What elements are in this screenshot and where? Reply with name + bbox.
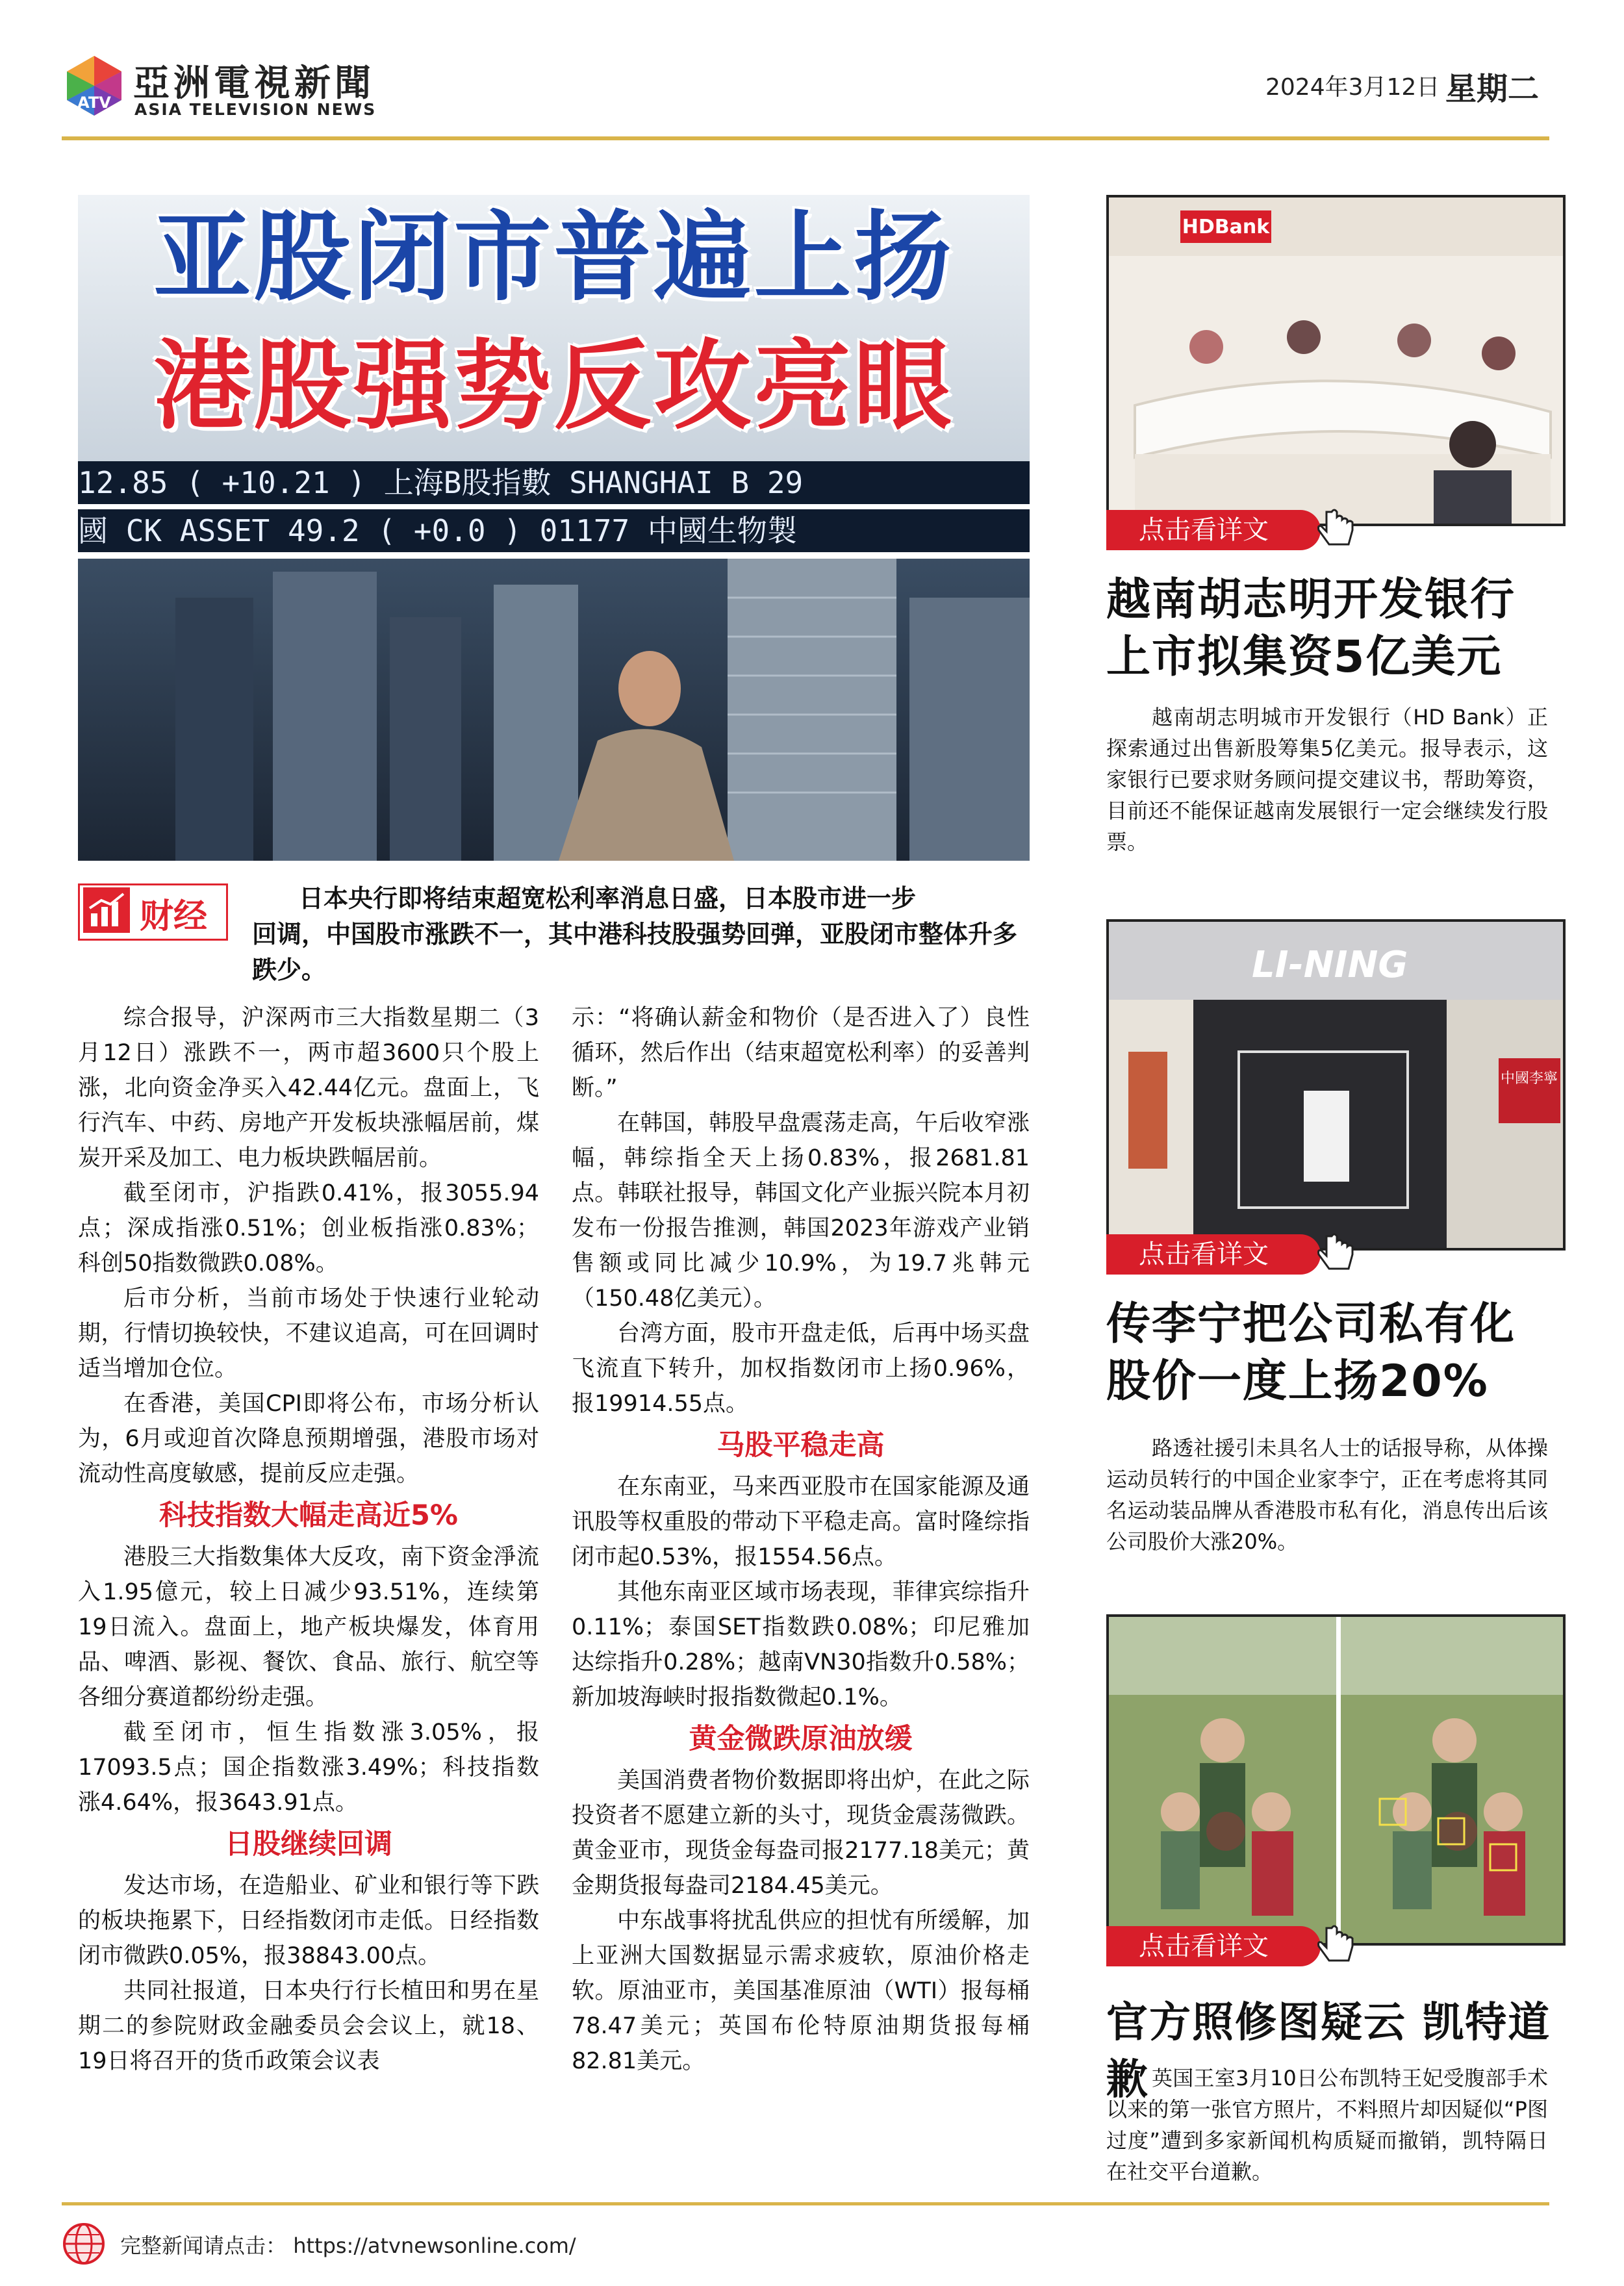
bank-photo <box>1109 197 1566 526</box>
store-sign: LI-NING <box>1252 944 1408 986</box>
read-more-button[interactable]: 点击看详文 <box>1106 1234 1321 1275</box>
paragraph: 在东南亚，马来西亚股市在国家能源及通讯股等权重股的带动下平稳走高。富时隆综指闭市起0.53%，报1554.56点。 <box>572 1474 1030 1570</box>
paragraph: 中东战事将扰乱供应的担忧有所缓解，加上亚洲大国数据显示需求疲软，原油价格走软。原油亚市，美国基准原油（WTI）报每桶78.47美元；英国布伦特原油期货报每桶82.81美元。 <box>572 1908 1030 2074</box>
header-divider <box>62 136 1549 140</box>
story-title-lining-1[interactable]: 传李宁把公司私有化 <box>1106 1299 1516 1350</box>
ticker-line-2: 國 CK ASSET 49.2 ( +0.0 ) 01177 中國生物製 <box>78 509 1030 552</box>
subheading: 黄金微跌原油放缓 <box>689 1723 913 1755</box>
royal-photo <box>1109 1617 1566 1946</box>
issue-weekday: 星期二 <box>1445 71 1540 107</box>
paragraph: 在香港，美国CPI即将公布，市场分析认为，6月或迎首次降息预期增强，港股市场对流动性高度敏感，提前反应走强。 <box>78 1391 539 1487</box>
lead-paragraph: 回调，中国股市涨跌不一，其中港科技股强势回弹，亚股闭市整体升多跌少。 <box>252 920 1018 984</box>
footer-url[interactable]: https://atvnewsonline.com/ <box>293 2233 576 2258</box>
footer-divider <box>62 2202 1549 2205</box>
brand-name-en: ASIA TELEVISION NEWS <box>134 100 377 119</box>
paragraph: 示：“将确认薪金和物价（是否进入了）良性循环，然后作出（结束超宽松利率）的妥善判断。” <box>572 1005 1030 1101</box>
paragraph: 其他东南亚区域市场表现，菲律宾综指升0.11%；泰国SET指数跌0.08%；印尼雅加达综指升0.28%；越南VN30指数升0.58%；新加坡海峡时报指数微起0.1%。 <box>572 1579 1030 1710</box>
issue-date: 2024年3月12日 <box>1265 74 1440 101</box>
logo-text: ATV <box>77 94 111 112</box>
store-cn-sign: 中國李寧 <box>1500 1071 1558 1087</box>
footer-label: 完整新闻请点击： <box>120 2233 287 2258</box>
read-more-button[interactable]: 点击看详文 <box>1106 510 1321 550</box>
headline-line-1: 亚股闭市普遍上扬 <box>153 201 954 314</box>
story-title-lining-2[interactable]: 股价一度上扬20% <box>1106 1356 1489 1407</box>
paragraph: 共同社报道，日本央行行长植田和男在星期二的参院财政金融委员会会议上，就18、19日将召开的货币政策会议表 <box>78 1978 539 2074</box>
story-photo-lining[interactable] <box>1106 919 1566 1251</box>
story-photo-hdbank[interactable] <box>1106 195 1566 526</box>
paragraph: 美国消费者物价数据即将出炉，在此之际投资者不愿建立新的头寸，现货金震荡微跌。黄金亚市，现货金每盎司报2177.18美元；黄金期货报每盎司2184.45美元。 <box>572 1768 1030 1899</box>
ticker-line-1: 12.85 ( +10.21 ) 上海B股指數 SHANGHAI B 29 <box>78 461 1030 504</box>
footer-link[interactable] <box>120 2229 576 2259</box>
paragraph: 台湾方面，股市开盘走低，后再中场买盘飞流直下转升，加权指数闭市上扬0.96%，报19914.55点。 <box>572 1321 1030 1417</box>
story-title-kate[interactable]: 官方照修图疑云 凯特道歉 <box>1106 1999 1551 2104</box>
store-photo <box>1109 922 1566 1251</box>
story-summary-hdbank: 越南胡志明城市开发银行（HD Bank）正探索通过出售新股筹集5亿美元。报导表示，这家银行已要求财务顾问提交建议书，帮助筹资，目前还不能保证越南发展银行一定会继续发行股票。 <box>1106 705 1548 854</box>
paragraph: 截至闭市，恒生指数涨3.05%，报17093.5点；国企指数涨3.49%；科技指数涨4.64%，报3643.91点。 <box>78 1720 539 1816</box>
pointer-hand-icon <box>1312 505 1358 551</box>
pointer-hand-icon <box>1312 1230 1358 1275</box>
hero-image <box>78 195 1030 861</box>
article-column-left <box>78 1000 539 2079</box>
subheading: 日股继续回调 <box>225 1828 392 1861</box>
paragraph: 港股三大指数集体大反攻，南下资金淨流入1.95億元，较上日减少93.51%，连续第19日流入。盘面上，地产板块爆发，体育用品、啤酒、影视、餐饮、食品、旅行、航空等各细分赛道都纷纷走强。 <box>78 1544 539 1710</box>
article-column-middle <box>572 1000 1030 2079</box>
lead-line-1: 日本央行即将结束超宽松利率消息日盛，日本股市进一步 <box>299 884 917 913</box>
pointer-hand-icon <box>1312 1922 1358 1967</box>
subheading: 马股平稳走高 <box>717 1429 885 1462</box>
paragraph: 截至闭市，沪指跌0.41%，报3055.94点；深成指涨0.51%；创业板指涨0.83%；科创50指数微跌0.08%。 <box>78 1180 539 1276</box>
paragraph: 后市分析，当前市场处于快速行业轮动期，行情切换较快，不建议追高，可在回调时适当增加仓位。 <box>78 1286 539 1382</box>
atv-logo <box>62 53 127 118</box>
story-title-hdbank-1[interactable]: 越南胡志明开发银行 <box>1106 574 1516 626</box>
paragraph: 发达市场，在造船业、矿业和银行等下跌的板块拖累下，日经指数闭市走低。日经指数闭市微跌0.05%，报38843.00点。 <box>78 1873 539 1969</box>
story-summary-kate: 英国王室3月10日公布凯特王妃受腹部手术以来的第一张官方照片，不料照片却因疑似“P图过度”遭到多家新闻机构质疑而撤销，凯特隔日在社交平台道歉。 <box>1106 2066 1548 2184</box>
headline-line-2: 港股强势反攻亮眼 <box>153 330 954 443</box>
category-label: 财经 <box>140 897 208 936</box>
paragraph: 综合报导，沪深两市三大指数星期二（3月12日）涨跌不一，两市超3600只个股上涨，北向资金净买入42.44亿元。盘面上，飞行汽车、中药、房地产开发板块涨幅居前，煤炭开采及加工、电力板块跌幅居前。 <box>78 1005 539 1171</box>
bank-sign: HDBank <box>1182 216 1270 238</box>
subheading: 科技指数大幅走高近5% <box>159 1499 458 1532</box>
brand-name-cn: 亞洲電視新聞 <box>133 62 375 105</box>
story-title-hdbank-2[interactable]: 上市拟集资5亿美元 <box>1106 631 1503 683</box>
globe-icon <box>62 2222 106 2266</box>
story-summary-lining: 路透社援引未具名人士的话报导称，从体操运动员转行的中国企业家李宁，正在考虑将其同名运动装品牌从香港股市私有化，消息传出后该公司股价大涨20%。 <box>1106 1436 1548 1554</box>
paragraph: 在韩国，韩股早盘震荡走高，午后收窄涨幅，韩综指全天上扬0.83%，报2681.81点。韩联社报导，韩国文化产业振兴院本月初发布一份报告推测，韩国2023年游戏产业销售额或同比减少10.9%，为19.7兆韩元（150.48亿美元）。 <box>572 1110 1030 1312</box>
read-more-button[interactable]: 点击看详文 <box>1106 1926 1321 1966</box>
chart-icon <box>83 887 130 933</box>
story-photo-kate[interactable] <box>1106 1614 1566 1946</box>
